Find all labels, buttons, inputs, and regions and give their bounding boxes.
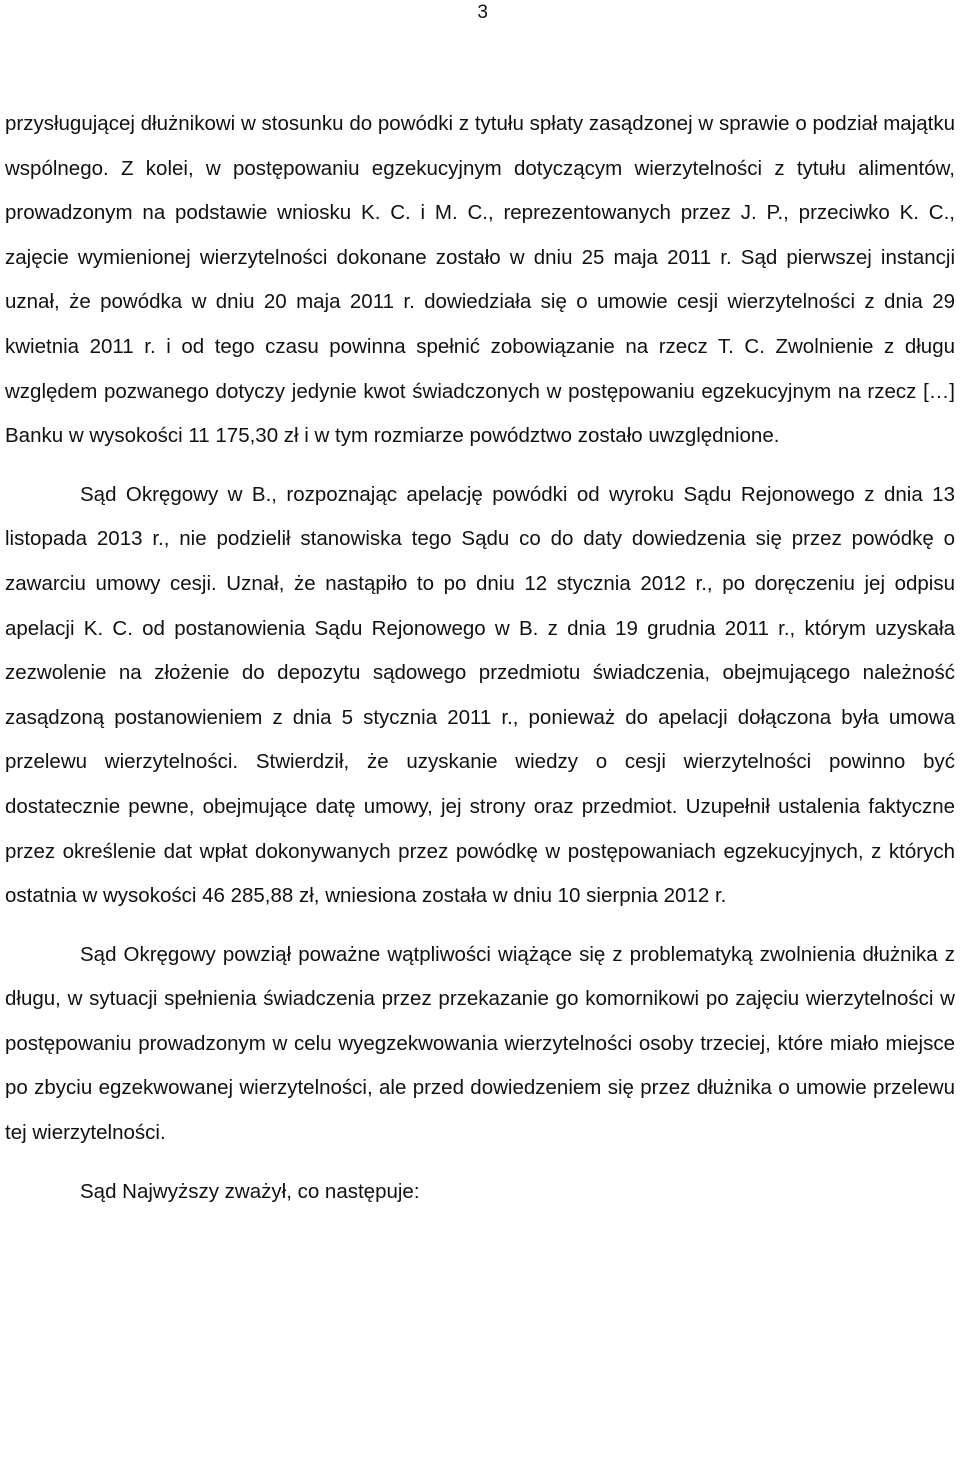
paragraph-4: Sąd Najwyższy zważył, co następuje: [80, 1179, 420, 1203]
paragraph-2: Sąd Okręgowy w B., rozpoznając apelację powódki od wyroku Sądu Rejonowego z dnia 13 listopada 2013 r., nie podzielił stanowiska tego Sądu co do daty dowiedzenia się przez powódkę o zawarciu umowy cesji. Uznał, że nastąpiło to po dniu 12 stycznia 2012 r., po doręczeniu jej odpisu apelacji K. C. od postanowienia Sądu Rejonowego w B. z dnia 19 grudnia 2011 r., którym uzyskała zezwolenie na złożenie do depozytu sądowego przedmiotu świadczenia, obejmującego należność zasądzoną postanowieniem z dnia 5 stycznia 2011 r., ponieważ do apelacji dołączona była umowa przelewu wierzytelności. Stwierdził, że uzyskanie wiedzy o cesji wierzytelności powinno być dostatecznie pewne, obejmujące datę umowy, jej strony oraz przedmiot. Uzupełnił ustalenia faktyczne przez określenie dat wpłat dokonywanych przez powódkę w postępowaniach egzekucyjnych, z których ostatnia w wysokości 46 285,88 zł, wniesiona została w dniu 10 sierpnia 2012 r. [5, 482, 955, 908]
document-body [5, 102, 955, 1214]
paragraph-3: Sąd Okręgowy powziął poważne wątpliwości wiążące się z problematyką zwolnienia dłużnika z długu, w sytuacji spełnienia świadczenia przez przekazanie go komornikowi po zajęciu wierzytelności w postępowaniu prowadzonym w celu wyegzekwowania wierzytelności osoby trzeciej, które miało miejsce po zbyciu egzekwowanej wierzytelności, ale przed dowiedzeniem się przez dłużnika o umowie przelewu tej wierzytelności. [5, 942, 955, 1145]
page-number: 3 [477, 2, 488, 23]
paragraph-1: przysługującej dłużnikowi w stosunku do powódki z tytułu spłaty zasądzonej w sprawie o podział majątku wspólnego. Z kolei, w postępowaniu egzekucyjnym dotyczącym wierzytelności z tytułu alimentów, prowadzonym na podstawie wniosku K. C. i M. C., reprezentowanych przez J. P., przeciwko K. C., zajęcie wymienionej wierzytelności dokonane zostało w dniu 25 maja 2011 r. Sąd pierwszej instancji uznał, że powódka w dniu 20 maja 2011 r. dowiedziała się o umowie cesji wierzytelności z dnia 29 kwietnia 2011 r. i od tego czasu powinna spełnić zobowiązanie na rzecz T. C. Zwolnienie z długu względem pozwanego dotyczy jedynie kwot świadczonych w postępowaniu egzekucyjnym na rzecz […] Banku w wysokości 11 175,30 zł i w tym rozmiarze powództwo zostało uwzględnione. [5, 112, 955, 448]
